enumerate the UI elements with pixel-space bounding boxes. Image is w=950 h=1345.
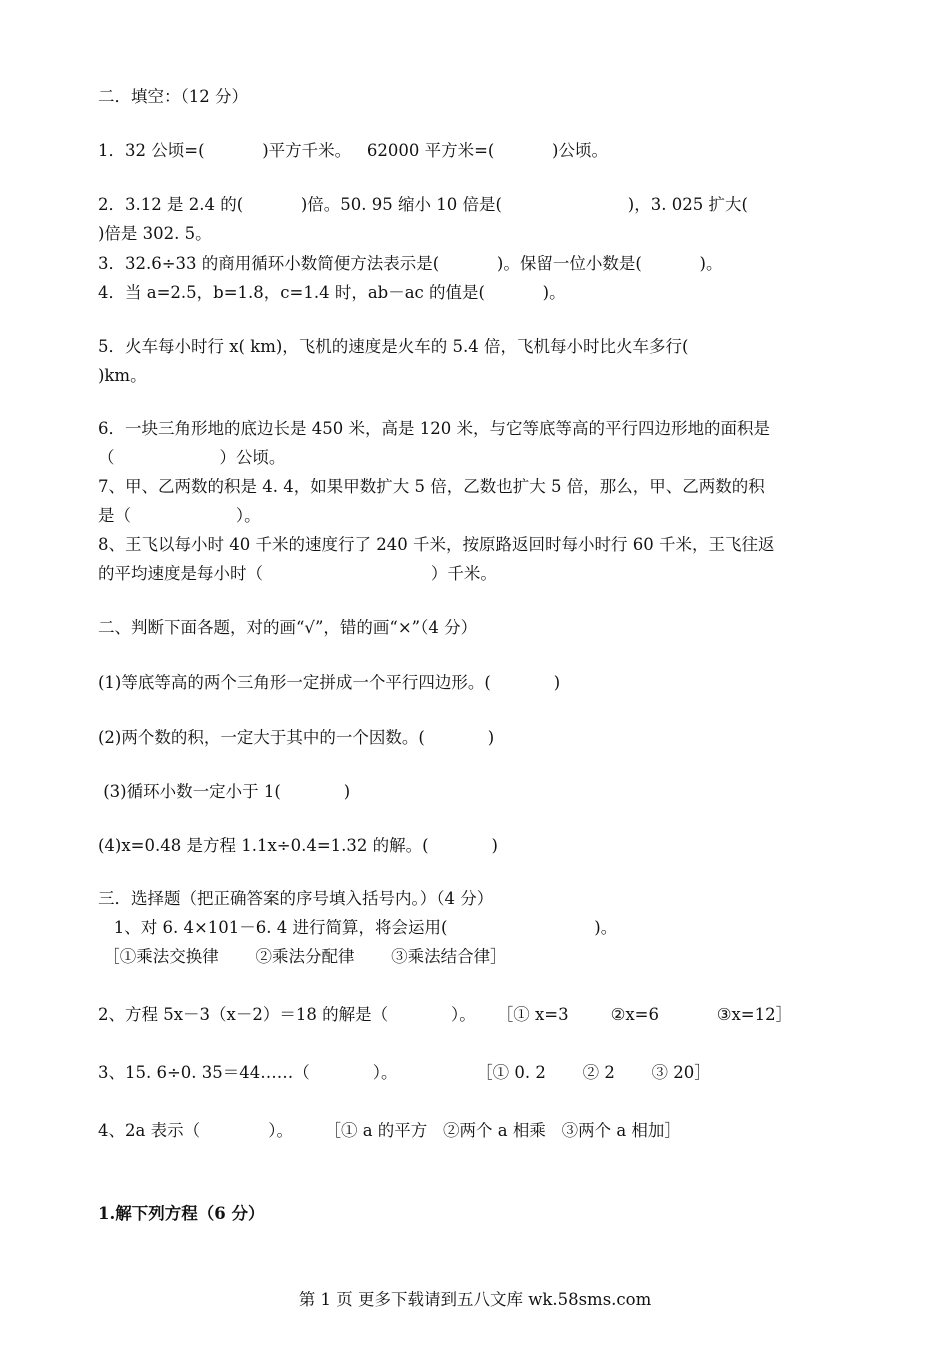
- choice-question-1: 1、对 6. 4×101－6. 4 进行简算，将会运用( )。: [98, 918, 618, 937]
- fill-question-3: 3．32.6÷33 的商用循环小数简便方法表示是( )。保留一位小数是( )。: [98, 254, 723, 273]
- fill-question-2-line-1: 2．3.12 是 2.4 的( )倍。50. 95 缩小 10 倍是( )，3. 025 扩大(: [98, 195, 748, 214]
- fill-question-7-line-1: 7、甲、乙两数的积是 4. 4，如果甲数扩大 5 倍，乙数也扩大 5 倍，那么，甲、乙两数的积: [98, 477, 765, 496]
- fill-question-8-line-1: 8、王飞以每小时 40 千米的速度行了 240 千米，按原路返回时每小时行 60 千米，王飞往返: [98, 535, 775, 554]
- fill-question-7-line-2: 是（ ）。: [98, 506, 261, 525]
- judge-section-heading: 二、判断下面各题，对的画“√”，错的画“×”（4 分）: [98, 618, 478, 637]
- fill-section-heading: 二．填空：（12 分）: [98, 87, 248, 106]
- choice-section-heading: 三．选择题（把正确答案的序号填入括号内。）（4 分）: [98, 889, 494, 908]
- fill-question-6-line-2: （ ）公顷。: [98, 448, 286, 467]
- choice-question-3: 3、15. 6÷0. 35＝44……（ ）。 ［① 0. 2 ② 2 ③ 20］: [98, 1063, 711, 1082]
- fill-question-1: 1．32 公顷=( )平方千米。 62000 平方米=( )公顷。: [98, 141, 608, 160]
- judge-item-2: (2)两个数的积，一定大于其中的一个因数。( ): [98, 728, 495, 747]
- fill-question-2-line-2: )倍是 302. 5。: [98, 224, 212, 243]
- fill-question-8-line-2: 的平均速度是每小时（ ）千米。: [98, 564, 497, 583]
- fill-question-4: 4．当 a=2.5，b=1.8，c=1.4 时，ab－ac 的值是( )。: [98, 283, 566, 302]
- fill-question-5-line-1: 5．火车每小时行 x( km)，飞机的速度是火车的 5.4 倍，飞机每小时比火车多行(: [98, 337, 689, 356]
- fill-question-6-line-1: 6．一块三角形地的底边长是 450 米，高是 120 米，与它等底等高的平行四边形地的面积是: [98, 419, 770, 438]
- choice-question-2: 2、方程 5x－3（x－2）＝18 的解是（ ）。 ［① x=3 ②x=6 ③x=12］: [98, 1005, 793, 1024]
- page-footer: 第 1 页 更多下载请到五八文库 wk.58sms.com: [298, 1290, 652, 1309]
- judge-item-3: (3)循环小数一定小于 1( ): [98, 782, 351, 801]
- choice-question-4: 4、2a 表示（ ）。 ［① a 的平方 ②两个 a 相乘 ③两个 a 相加］: [98, 1121, 681, 1140]
- judge-item-1: (1)等底等高的两个三角形一定拼成一个平行四边形。( ): [98, 673, 561, 692]
- judge-item-4: (4)x=0.48 是方程 1.1x÷0.4=1.32 的解。( ): [98, 836, 498, 855]
- fill-question-5-line-2: )km。: [98, 366, 147, 385]
- choice-question-1-options: ［①乘法交换律 ②乘法分配律 ③乘法结合律］: [98, 947, 507, 966]
- equation-section-heading: 1.解下列方程（6 分）: [98, 1204, 265, 1223]
